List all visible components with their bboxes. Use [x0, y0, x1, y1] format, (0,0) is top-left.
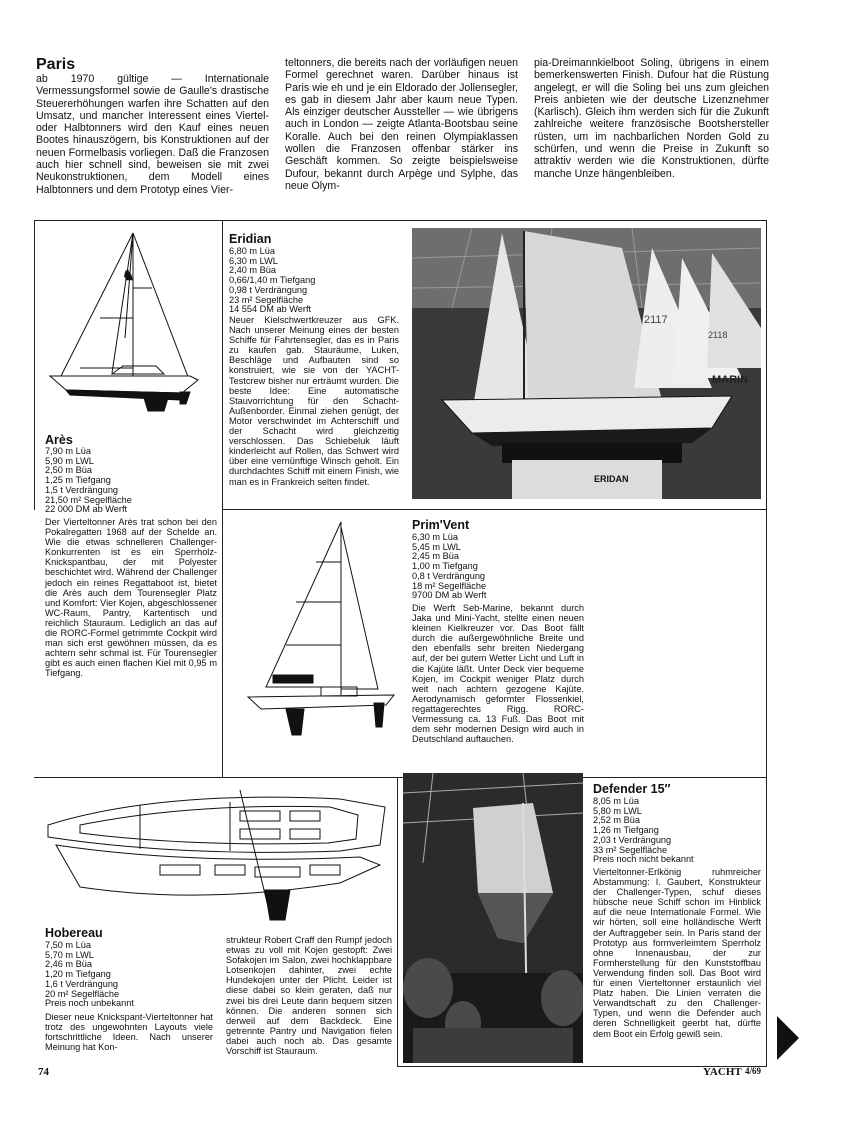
- ares-title: Arès: [45, 433, 73, 447]
- eridian-photo-illustration: [412, 228, 761, 499]
- eridian-description: Neuer Kielschwertkreuzer aus GFK. Nach unserer Meinung eines der besten Schiffe für Fahrtensegler, das es in Paris zu kaufen gab. Stauräume, Luken, Beschläge und Aufbauten sind so konstruiert, wie sie von der YACHT-Testcrew bisher nur erträumt wurden. Die beste Idee: Eine automatische Stauvorrichtung für den Schacht-Außenborder. Einmal ziehen genügt, der Motor verschwindet im Achterschiff und der Schacht wird gleichzeitig verschlossen. Das Schiebeluk läuft kinderleicht auf Rollen, das Schwert wird über eine vernünftige Winsch geholt. Ein durchdachtes Schiff mit einem Finish, wie man es in Frankreich selten findet.: [229, 315, 399, 487]
- primvent-spec: 0,8 t Verdrängung: [412, 570, 486, 581]
- hobereau-title: Hobereau: [45, 926, 103, 940]
- hobereau-spec: 2,46 m Büa: [45, 959, 92, 970]
- frame-lower-vertical: [397, 777, 398, 1067]
- hobereau-spec: 1,20 m Tiefgang: [45, 969, 111, 980]
- eridian-spec: 6,30 m LWL: [229, 255, 278, 266]
- eridian-spec: 0,98 t Verdrängung: [229, 284, 308, 295]
- primvent-title: Prim'Vent: [412, 518, 470, 532]
- primvent-spec: 1,00 m Tiefgang: [412, 561, 478, 572]
- defender-photo: [403, 773, 583, 1063]
- ares-spec: 7,90 m Lüa: [45, 446, 91, 456]
- defender-description: Vierteltonner-Erlkönig ruhmreicher Abstammung: I. Gaubert, Konstrukteur der Challenger-Typen, schuf dieses hübsche neue Schiff schon im Hinblick auf die neue Internationale Formel. Wie wir hörten, soll eine holländische Werft der Auftraggeber sein. In Paris stand der Prototyp aus formverleimtem Sperrholz ohne Innenausbau, der zur Formherstellung für den Kunststoffbau Verwendung finden soll. Das Boot wird für einen Vierteltonner erstaunlich viel Platz haben. Die Linien verraten die Verwandtschaft zu den Challenger-Typen, und wenn die Defender auch deren Schnelligkeit geerbt hat, dürfte dem Boot ein Erfolg gewiß sein.: [593, 867, 761, 1039]
- eridian-spec: 0,66/1,40 m Tiefgang: [229, 275, 316, 286]
- frame-lower-rule: [34, 777, 767, 778]
- ares-specs: [45, 447, 215, 515]
- defender-spec: 1,26 m Tiefgang: [593, 825, 659, 836]
- frame-mid-rule: [222, 509, 767, 510]
- defender-spec: 5,80 m LWL: [593, 805, 642, 816]
- defender-spec: 2,52 m Büa: [593, 815, 640, 826]
- intro-column-2: teltonners, die bereits nach der vorläufigen neuen Formel gerechnet waren. Darüber hinaus ist Paris wie eh und je ein Eldorado der Jollensegler, es gab in diesem Jahr aber kaum neue Typen. Als einziger deutscher Aussteller — wie übrigens auch in London — zeigte Atlanta-Bootsbau seine Koralle. Auch bei den reinen Olympiaklassen wollen die Franzosen offenbar stärker ins Geschäft kommen. So zeigte beispielsweise Dufour, bekannt durch Arpège und Sylphe, das neue Olym-: [285, 57, 518, 192]
- hobereau-spec: 7,50 m Lüa: [45, 940, 91, 950]
- ares-spec: 22 000 DM ab Werft: [45, 504, 128, 515]
- magazine-name: YACHT: [703, 1066, 742, 1078]
- frame-left-rule: [34, 220, 35, 510]
- primvent-spec: 9700 DM ab Werft: [412, 590, 487, 601]
- page-number: 74: [38, 1066, 49, 1078]
- primvent-spec: 5,45 m LWL: [412, 541, 461, 552]
- primvent-specs: [412, 533, 592, 601]
- defender-specs: [593, 797, 761, 865]
- hobereau-plan-drawing: [40, 785, 392, 925]
- defender-title: Defender 15″: [593, 782, 671, 796]
- defender-spec: 33 m² Segelfläche: [593, 844, 668, 855]
- defender-photo-illustration: [403, 773, 583, 1063]
- eridian-sail-number-2: 2118: [708, 330, 728, 340]
- eridian-photo: [412, 228, 761, 499]
- hobereau-spec: 5,70 m LWL: [45, 949, 94, 960]
- primvent-description: Die Werft Seb-Marine, bekannt durch Jaka und Mini-Yacht, stellte einen neuen kleinen Kielkreuzer vor. Das Boot fällt durch die außergewöhnliche Breite und den ebenfalls sehr breiten Niedergang auf, der bei gutem Wetter Licht und Luft in die Kajüte läßt. Unter Deck vier bequeme Kojen, im Cockpit weniger Platz durch weit nach achtern gezogene Kajüte. Aerodynamisch geformter Flossenkiel, regattagerechtes Rigg. RORC-Vermessung ca. 13 Fuß. Das Boot mit dem sehr modernen Design wird auch in Deutschland auftauchen.: [412, 603, 584, 745]
- frame-right-rule: [766, 220, 767, 1067]
- ares-spec: 1,25 m Tiefgang: [45, 475, 111, 486]
- hobereau-description-part2: strukteur Robert Craff den Rumpf jedoch etwas zu voll mit Kojen gestopft: Zwei Sofakojen im Salon, zwei hochklappbare Lotsenkojen dahinter, zwei echte Hundekojen unter der Plicht. Leider ist diese dabei so klein geraten, daß nur zwei bis drei Leute darin bequem sitzen können. Die anderen sonnen sich derweil auf dem Backdeck. Eine getrennte Pantry und Navigation fielen dabei auch noch ab. Das gesamte Vorschiff ist Stauraum.: [226, 935, 392, 1057]
- section-heading-paris: Paris: [36, 56, 76, 73]
- hobereau-spec: 1,6 t Verdrängung: [45, 978, 119, 989]
- eridian-banner: MARIN: [712, 374, 749, 386]
- eridian-spec: 2,40 m Büa: [229, 265, 276, 276]
- issue-number: 4/69: [745, 1066, 762, 1076]
- ares-spec: 21,50 m² Segelfläche: [45, 494, 132, 505]
- hobereau-spec: 20 m² Segelfläche: [45, 988, 120, 999]
- primvent-spec: 18 m² Segelfläche: [412, 580, 487, 591]
- hobereau-description-part1: Dieser neue Knickspant-Vierteltonner hat trotz des ungewohnten Layouts viele fortschrittliche Ideen. Nach unserer Meinung hat Kon-: [45, 1012, 213, 1053]
- ares-spec: 1,5 t Verdrängung: [45, 484, 119, 495]
- eridian-spec: 14 554 DM ab Werft: [229, 304, 312, 315]
- hobereau-specs: [45, 941, 215, 1009]
- intro-column-3: pia-Dreimannkielboot Soling, übrigens in einem bemerkenswerten Finish. Dufour hat die Rüstung angelegt, er will die Soling bei uns zum gleichen Preis anbieten wie der deutsche Lizenznehmer (Karlisch). Gleich ihm werden sich für die Zukunft zahlreiche weitere französische Bootshersteller rüsten, um im nachbarlichen Norden Gold zu schürfen, und wenn die Preise in Zukunft so attraktiv werden wie die Konstruktionen, dürfte manche Unze hängenbleiben.: [534, 57, 769, 180]
- ares-spec: 2,50 m Büa: [45, 465, 92, 476]
- ares-description: Der Vierteltonner Arès trat schon bei den Pokalregatten 1968 auf der Schelde an. Wie die etwas schnelleren Challenger-Konkurrenten ist es ein Sperrholz-Knickspantbau, der mit Polyester beschichtet wird. Während der Challenger jedoch ein reines Regattaboot ist, bietet die Arès auch dem Tourensegler Platz und Komfort: Vier Kojen, abgeschlossener WC-Raum, Pantry, Kartentisch und reichlich Stauraum. Lediglich an das auf die RORC-Formel getrimmte Cockpit wird man sich erst gewöhnen müssen, da es achtern sehr schmal ist. Für Tourensegler gibt es auch einen flachen Kiel mit 0,95 m Tiefgang.: [45, 517, 217, 679]
- eridian-specs: [229, 247, 409, 315]
- ares-spec: 5,90 m LWL: [45, 455, 94, 466]
- primvent-spec: 6,30 m Lüa: [412, 532, 458, 542]
- hobereau-spec: Preis noch unbekannt: [45, 998, 134, 1009]
- svg-text:♞: ♞: [122, 269, 135, 284]
- primvent-spec: 2,45 m Büa: [412, 551, 459, 562]
- defender-spec: Preis noch nicht bekannt: [593, 854, 694, 865]
- eridian-title: Eridian: [229, 232, 272, 246]
- ares-sail-plan-drawing: [40, 228, 218, 416]
- eridian-spec: 23 m² Segelfläche: [229, 294, 304, 305]
- eridian-spec: 6,80 m Lüa: [229, 246, 275, 256]
- defender-spec: 8,05 m Lüa: [593, 796, 639, 806]
- frame-top-rule: [34, 220, 767, 221]
- eridian-sign: ERIDAN: [594, 474, 629, 484]
- primvent-sail-plan-drawing: [226, 517, 402, 743]
- intro-column-1: ab 1970 gültige — Internationale Vermessungsformel sowie de Gaulle's drastische Steuererhöhungen warfen ihre Schatten auf den Umsatz, und mancher Interessent eines Viertel- oder Halbtonners wird den Kauf eines neuen Bootes hinauszögern, bis Konstruktionen auf der neuen Formelbasis vorliegen. Daß die Franzosen auch hier schnell sind, beweisen sie mit zwei Neukonstruktionen, dem Modell eines Halbtonners und dem Prototyp eines Vier-: [36, 73, 269, 196]
- defender-spec: 2,03 t Verdrängung: [593, 834, 672, 845]
- continue-arrow-icon: [777, 1016, 799, 1060]
- frame-inner-vertical: [222, 220, 223, 777]
- eridian-sail-number: 2117: [644, 314, 668, 326]
